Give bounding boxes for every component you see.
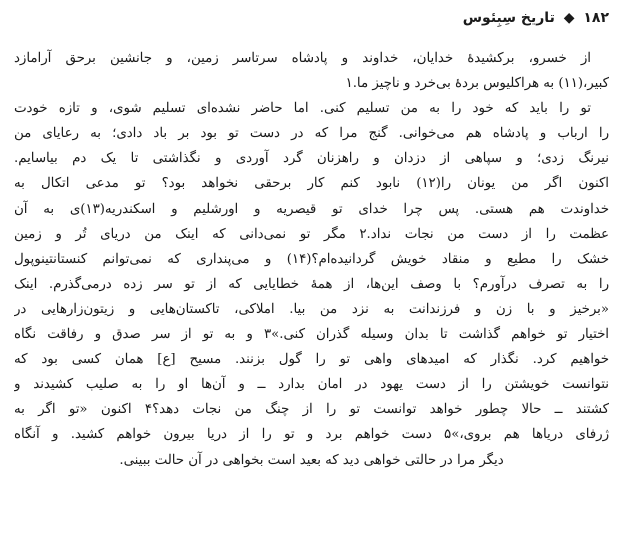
text-line: کبیر،(۱۱) به هراکلیوس بردهٔ بی‌خرد و ناچیز ما.۱ [345, 76, 609, 92]
text-line: از خسرو، برکشیدهٔ خدایان، خداوند و پادشاه سرتاسر زمین، و جانشین برحق آرامازد [14, 51, 591, 66]
diamond-icon: ◆ [563, 10, 575, 26]
text-line: اختیار تو خواهم گذاشت تا بدان وسیله گذران کنی.»۳ و به تو از سر صدق و رفاقت نگاه [14, 327, 609, 343]
text-line: را ارباب و پادشاه هم می‌خوانی. گنج مرا که در دست تو بود بر باد دادی؛ به رعایای من [14, 126, 609, 142]
text-line: عظمت را از دست من نجات نداد.۲ مگر تو نمی‌دانی که اینک من دریای تُر و زمین [14, 226, 609, 242]
text-line: خشک را مطیع و منقاد خویش گردانیده‌ام؟(۱۴) و می‌پنداری که نمی‌توانم کنستانتینوپول [14, 251, 609, 267]
text-line: خواهیم کرد. نگذار که امیدهای واهی تو را گول بزنند. مسیح [ع] همان کسی بود که [14, 352, 609, 368]
body-text [14, 46, 609, 473]
page-number: ۱۸۲ [583, 10, 609, 26]
text-line: اکنون اگر من یونان را(۱۲) نابود کنم کار برحقی نخواهد بود؟ تو مدعی اتکال به [14, 176, 609, 192]
text-line: خداوندت هم هستی. پس چرا خدای تو قیصریه و اورشلیم و اسکندریه(۱۳)ی به آن [14, 201, 609, 217]
text-line: ژرفای دریاها هم بروی،»۵ دست خواهم برد و تو را از دریا بیرون خواهم کشید. و آنگاه [14, 427, 609, 443]
text-line: تو را باید که خود را به من تسلیم کنی. اما حاضر نشده‌ای تسلیم شوی، و تازه خودت [14, 101, 591, 117]
text-line: دیگر مرا در حالتی خواهی دید که بعید است بخواهی در آن حالت ببینی. [119, 452, 504, 468]
running-header [463, 10, 609, 26]
text-line: «برخیز و با زن و فرزندانت به نزد من بیا. املاکی، تاکستان‌هایی و زیتون‌زارهایی در [14, 301, 609, 317]
text-line: را به تصرف درآورم؟ با وصف این‌ها، از همهٔ خطایایی که از تو سر زده درمی‌گذرم. اینک [14, 276, 609, 292]
running-title: تاریخ سِبِئوس [462, 10, 555, 26]
text-line: نتوانست خویشتن را از دست یهود در امان بدارد ــ و آن‌ها او را به صلیب کشیدند و [14, 377, 609, 393]
text-line: کشتند ــ حالا چطور خواهد توانست تو را از چنگ من نجات دهد؟۴ اکنون «تو اگر به [14, 402, 609, 418]
text-line: نیرنگ زدی؛ و سپاهی از دزدان و راهزنان گرد آوردی و نگذاشتی تا یک دم بیاسایم. [14, 151, 609, 167]
